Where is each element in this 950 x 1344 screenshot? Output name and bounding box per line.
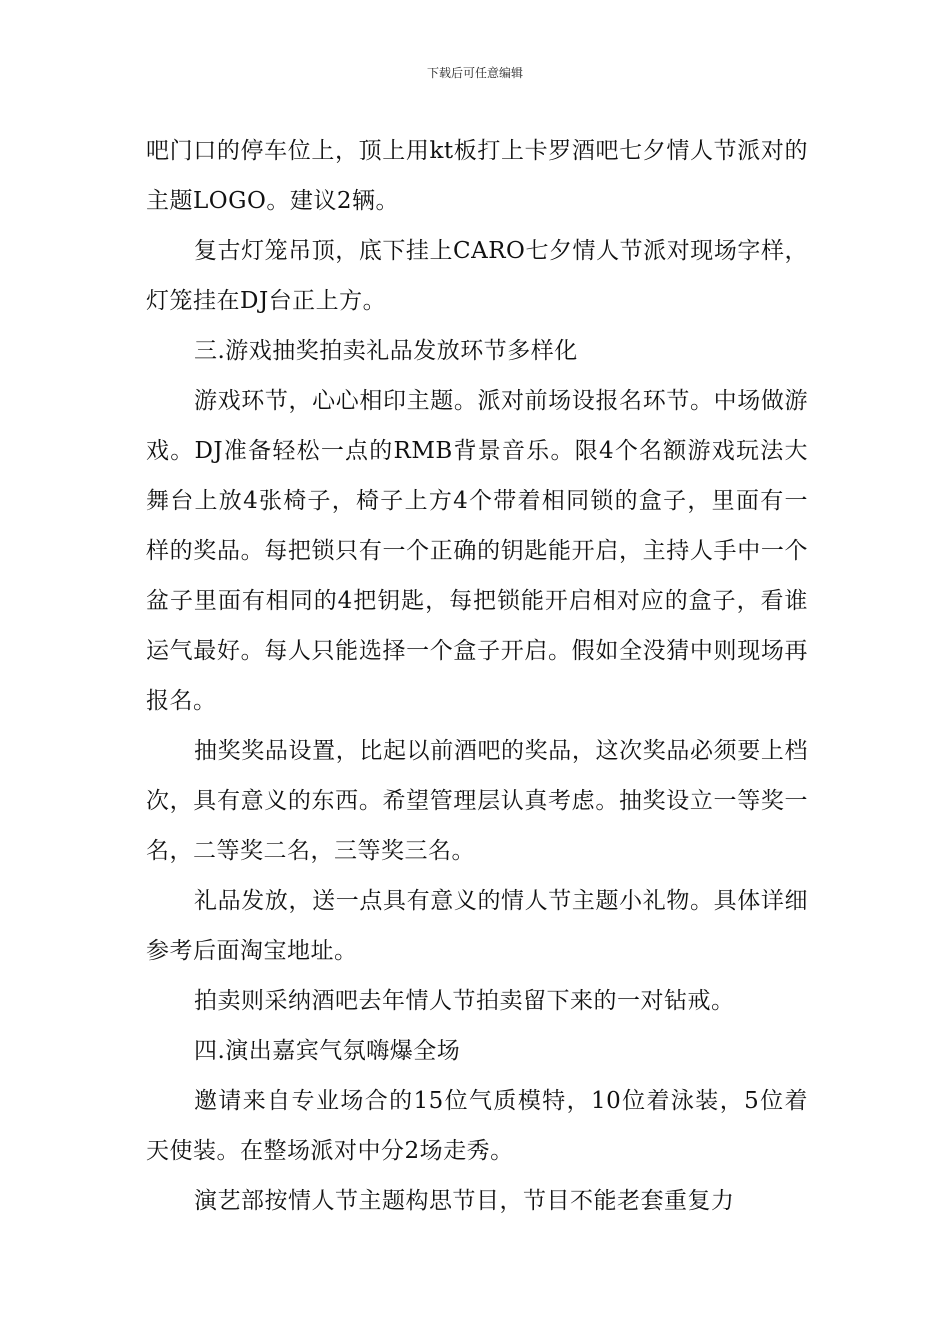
paragraph: 游戏环节，心心相印主题。派对前场设报名环节。中场做游戏。DJ准备轻松一点的RMB背景音乐。限4个名额游戏玩法大舞台上放4张椅子，椅子上方4个带着相同锁的盒子，里面有一样的奖品。每把锁只有一个正确的钥匙能开启，主持人手中一个盆子里面有相同的4把钥匙，每把锁能开启相对应的盒子，看谁运气最好。每人只能选择一个盒子开启。假如全没猜中则现场再报名。 (146, 388, 808, 714)
paragraph: 抽奖奖品设置，比起以前酒吧的奖品，这次奖品必须要上档次，具有意义的东西。希望管理层认真考虑。抽奖设立一等奖一名，二等奖二名，三等奖三名。 (146, 738, 808, 864)
paragraph: 复古灯笼吊顶，底下挂上CARO七夕情人节派对现场字样，灯笼挂在DJ台正上方。 (146, 238, 808, 314)
document-body (146, 126, 808, 1226)
section-heading: 三.游戏抽奖拍卖礼品发放环节多样化 (194, 338, 578, 364)
paragraph: 邀请来自专业场合的15位气质模特，10位着泳装，5位着天使装。在整场派对中分2场走秀。 (146, 1088, 808, 1164)
paragraph: 吧门口的停车位上，顶上用kt板打上卡罗酒吧七夕情人节派对的主题LOGO。建议2辆。 (146, 138, 808, 214)
paragraph: 礼品发放，送一点具有意义的情人节主题小礼物。具体详细参考后面淘宝地址。 (146, 888, 808, 964)
paragraph: 拍卖则采纳酒吧去年情人节拍卖留下来的一对钻戒。 (194, 988, 735, 1014)
paragraph: 演艺部按情人节主题构思节目，节目不能老套重复力 (194, 1188, 735, 1214)
page-header: 下载后可任意编辑 (426, 66, 523, 80)
section-heading: 四.演出嘉宾气氛嗨爆全场 (194, 1038, 461, 1064)
